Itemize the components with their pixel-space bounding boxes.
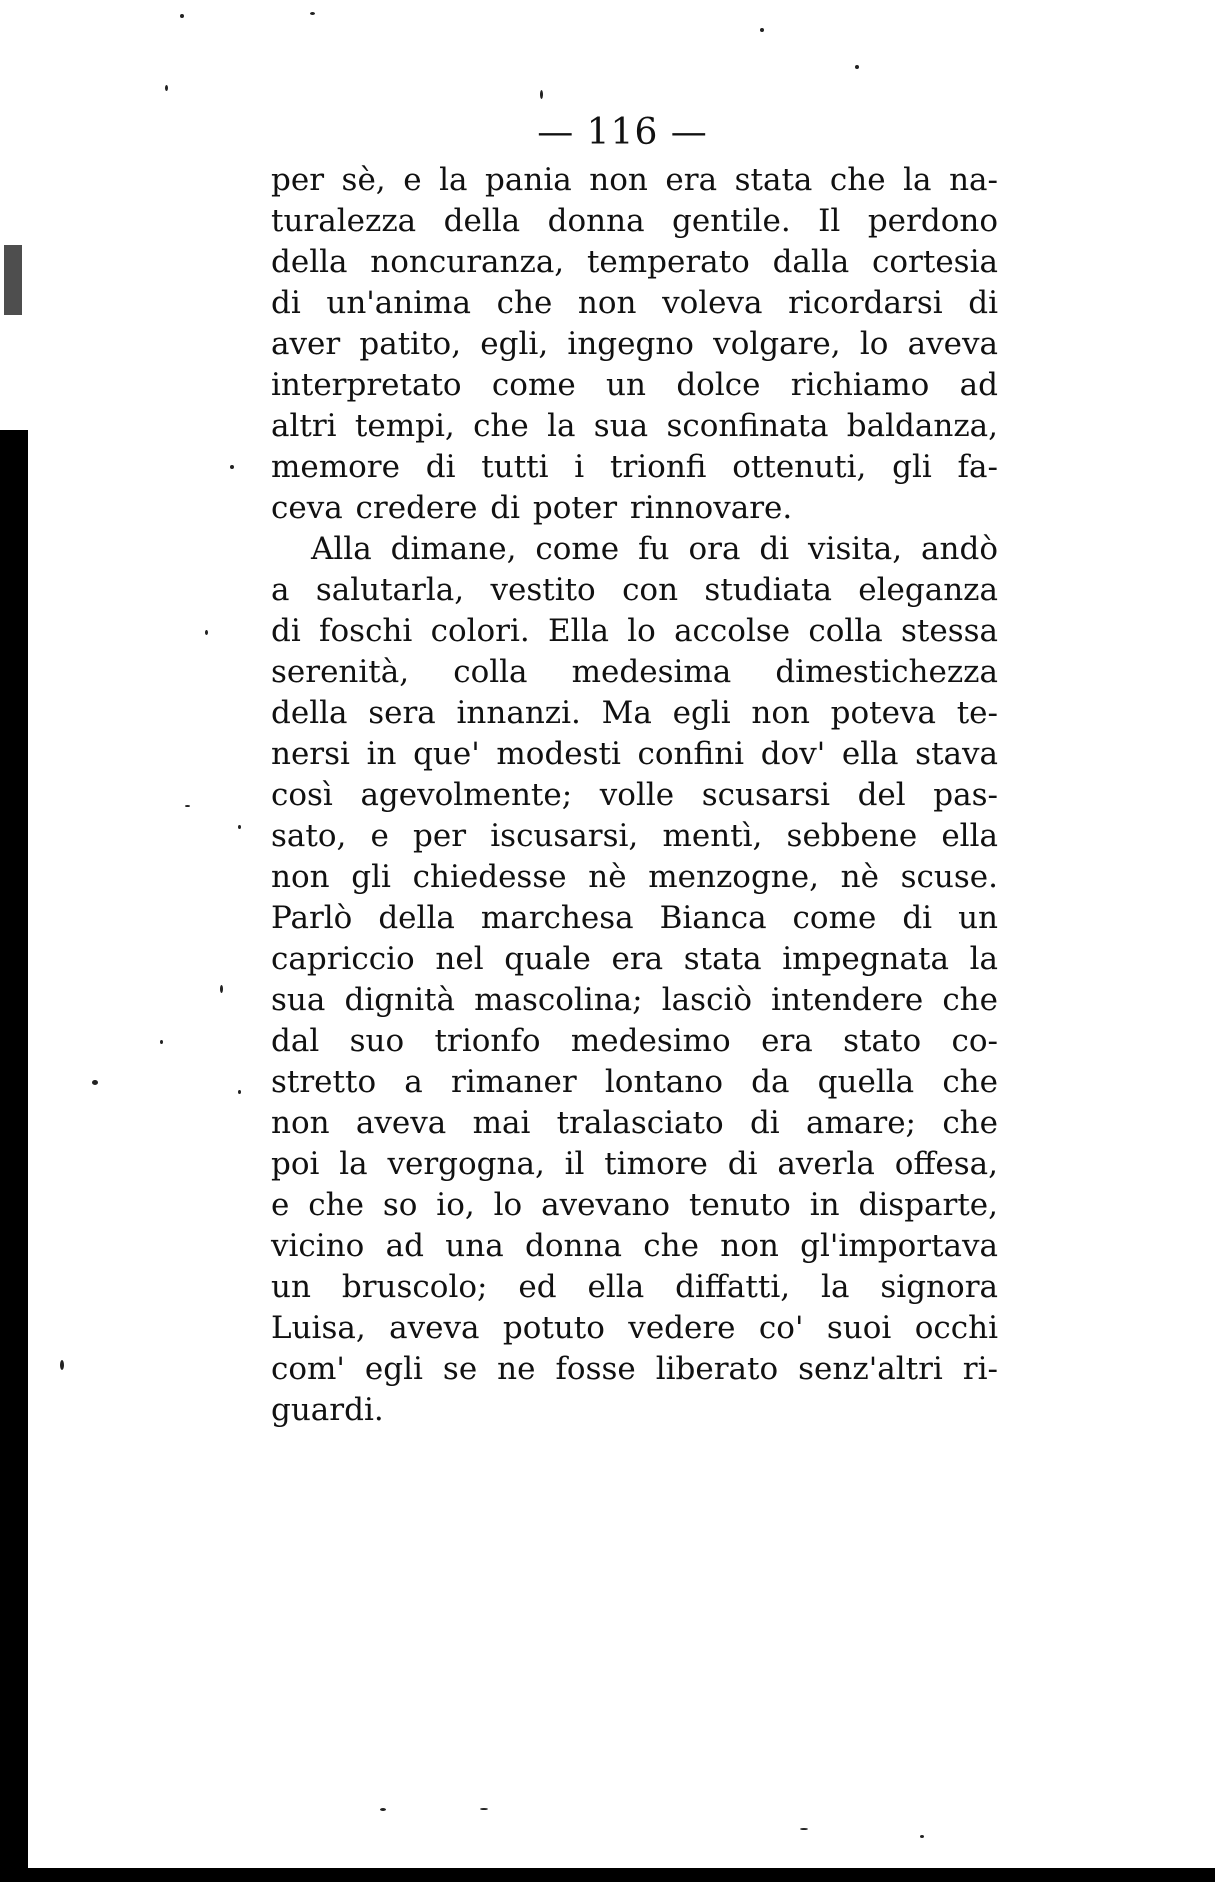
scan-speck bbox=[220, 985, 223, 993]
text-line: della noncuranza, temperato dalla cortesia bbox=[271, 244, 998, 280]
scan-speck bbox=[238, 825, 241, 829]
text-line: com' egli se ne fosse liberato senz'altri ri- bbox=[271, 1351, 998, 1387]
scan-speck bbox=[800, 1828, 808, 1830]
text-line: guardi. bbox=[271, 1392, 384, 1428]
scan-speck bbox=[380, 1808, 386, 1811]
scan-speck bbox=[855, 65, 859, 69]
text-line: della sera innanzi. Ma egli non poteva te- bbox=[271, 695, 998, 731]
text-line: capriccio nel quale era stata impegnata la bbox=[271, 941, 998, 977]
text-line: turalezza della donna gentile. Il perdono bbox=[271, 203, 998, 239]
scan-edge-mark bbox=[4, 245, 22, 315]
body-text bbox=[271, 160, 998, 1431]
scan-speck bbox=[92, 1080, 98, 1085]
text-line: non gli chiedesse nè menzogne, nè scuse. bbox=[271, 859, 998, 895]
scan-speck bbox=[60, 1360, 64, 1370]
scan-speck bbox=[165, 85, 168, 91]
scan-speck bbox=[205, 630, 208, 635]
text-line: memore di tutti i trionfi ottenuti, gli fa- bbox=[271, 449, 998, 485]
text-line: così agevolmente; volle scusarsi del pas- bbox=[271, 777, 998, 813]
text-line: sua dignità mascolina; lasciò intendere che bbox=[271, 982, 998, 1018]
text-line: per sè, e la pania non era stata che la na- bbox=[271, 162, 998, 198]
scan-speck bbox=[760, 28, 764, 32]
text-line: stretto a rimaner lontano da quella che bbox=[271, 1064, 998, 1100]
scan-speck bbox=[160, 1040, 163, 1044]
scan-binding-shadow bbox=[0, 430, 28, 1870]
text-line: di foschi colori. Ella lo accolse colla stessa bbox=[271, 613, 998, 649]
text-line: e che so io, lo avevano tenuto in disparte, bbox=[271, 1187, 998, 1223]
page-number: — 116 — bbox=[537, 112, 708, 153]
scan-speck bbox=[230, 465, 234, 469]
text-line: nersi in que' modesti confini dov' ella stava bbox=[271, 736, 998, 772]
text-line: ceva credere di poter rinnovare. bbox=[271, 490, 793, 526]
text-line: un bruscolo; ed ella diffatti, la signora bbox=[271, 1269, 998, 1305]
scan-speck bbox=[180, 14, 184, 18]
text-line: dal suo trionfo medesimo era stato co- bbox=[271, 1023, 998, 1059]
scan-speck bbox=[540, 90, 543, 99]
text-line: Alla dimane, come fu ora di visita, andò bbox=[311, 531, 998, 567]
text-line: Luisa, aveva potuto vedere co' suoi occhi bbox=[271, 1310, 998, 1346]
scan-bottom-edge bbox=[0, 1868, 1215, 1882]
scan-speck bbox=[920, 1835, 924, 1838]
text-line: poi la vergogna, il timore di averla offesa, bbox=[271, 1146, 998, 1182]
text-line: sato, e per iscusarsi, mentì, sebbene ella bbox=[271, 818, 998, 854]
text-line: interpretato come un dolce richiamo ad bbox=[271, 367, 998, 403]
scan-speck bbox=[185, 805, 190, 807]
text-line: altri tempi, che la sua sconfinata baldanza, bbox=[271, 408, 998, 444]
scan-speck bbox=[238, 1090, 241, 1094]
text-line: non aveva mai tralasciato di amare; che bbox=[271, 1105, 998, 1141]
text-line: a salutarla, vestito con studiata eleganza bbox=[271, 572, 998, 608]
text-line: aver patito, egli, ingegno volgare, lo aveva bbox=[271, 326, 998, 362]
scan-speck bbox=[480, 1808, 488, 1810]
text-line: di un'anima che non voleva ricordarsi di bbox=[271, 285, 998, 321]
text-line: Parlò della marchesa Bianca come di un bbox=[271, 900, 998, 936]
text-line: serenità, colla medesima dimestichezza bbox=[271, 654, 998, 690]
scan-speck bbox=[310, 12, 315, 15]
text-line: vicino ad una donna che non gl'importava bbox=[271, 1228, 998, 1264]
